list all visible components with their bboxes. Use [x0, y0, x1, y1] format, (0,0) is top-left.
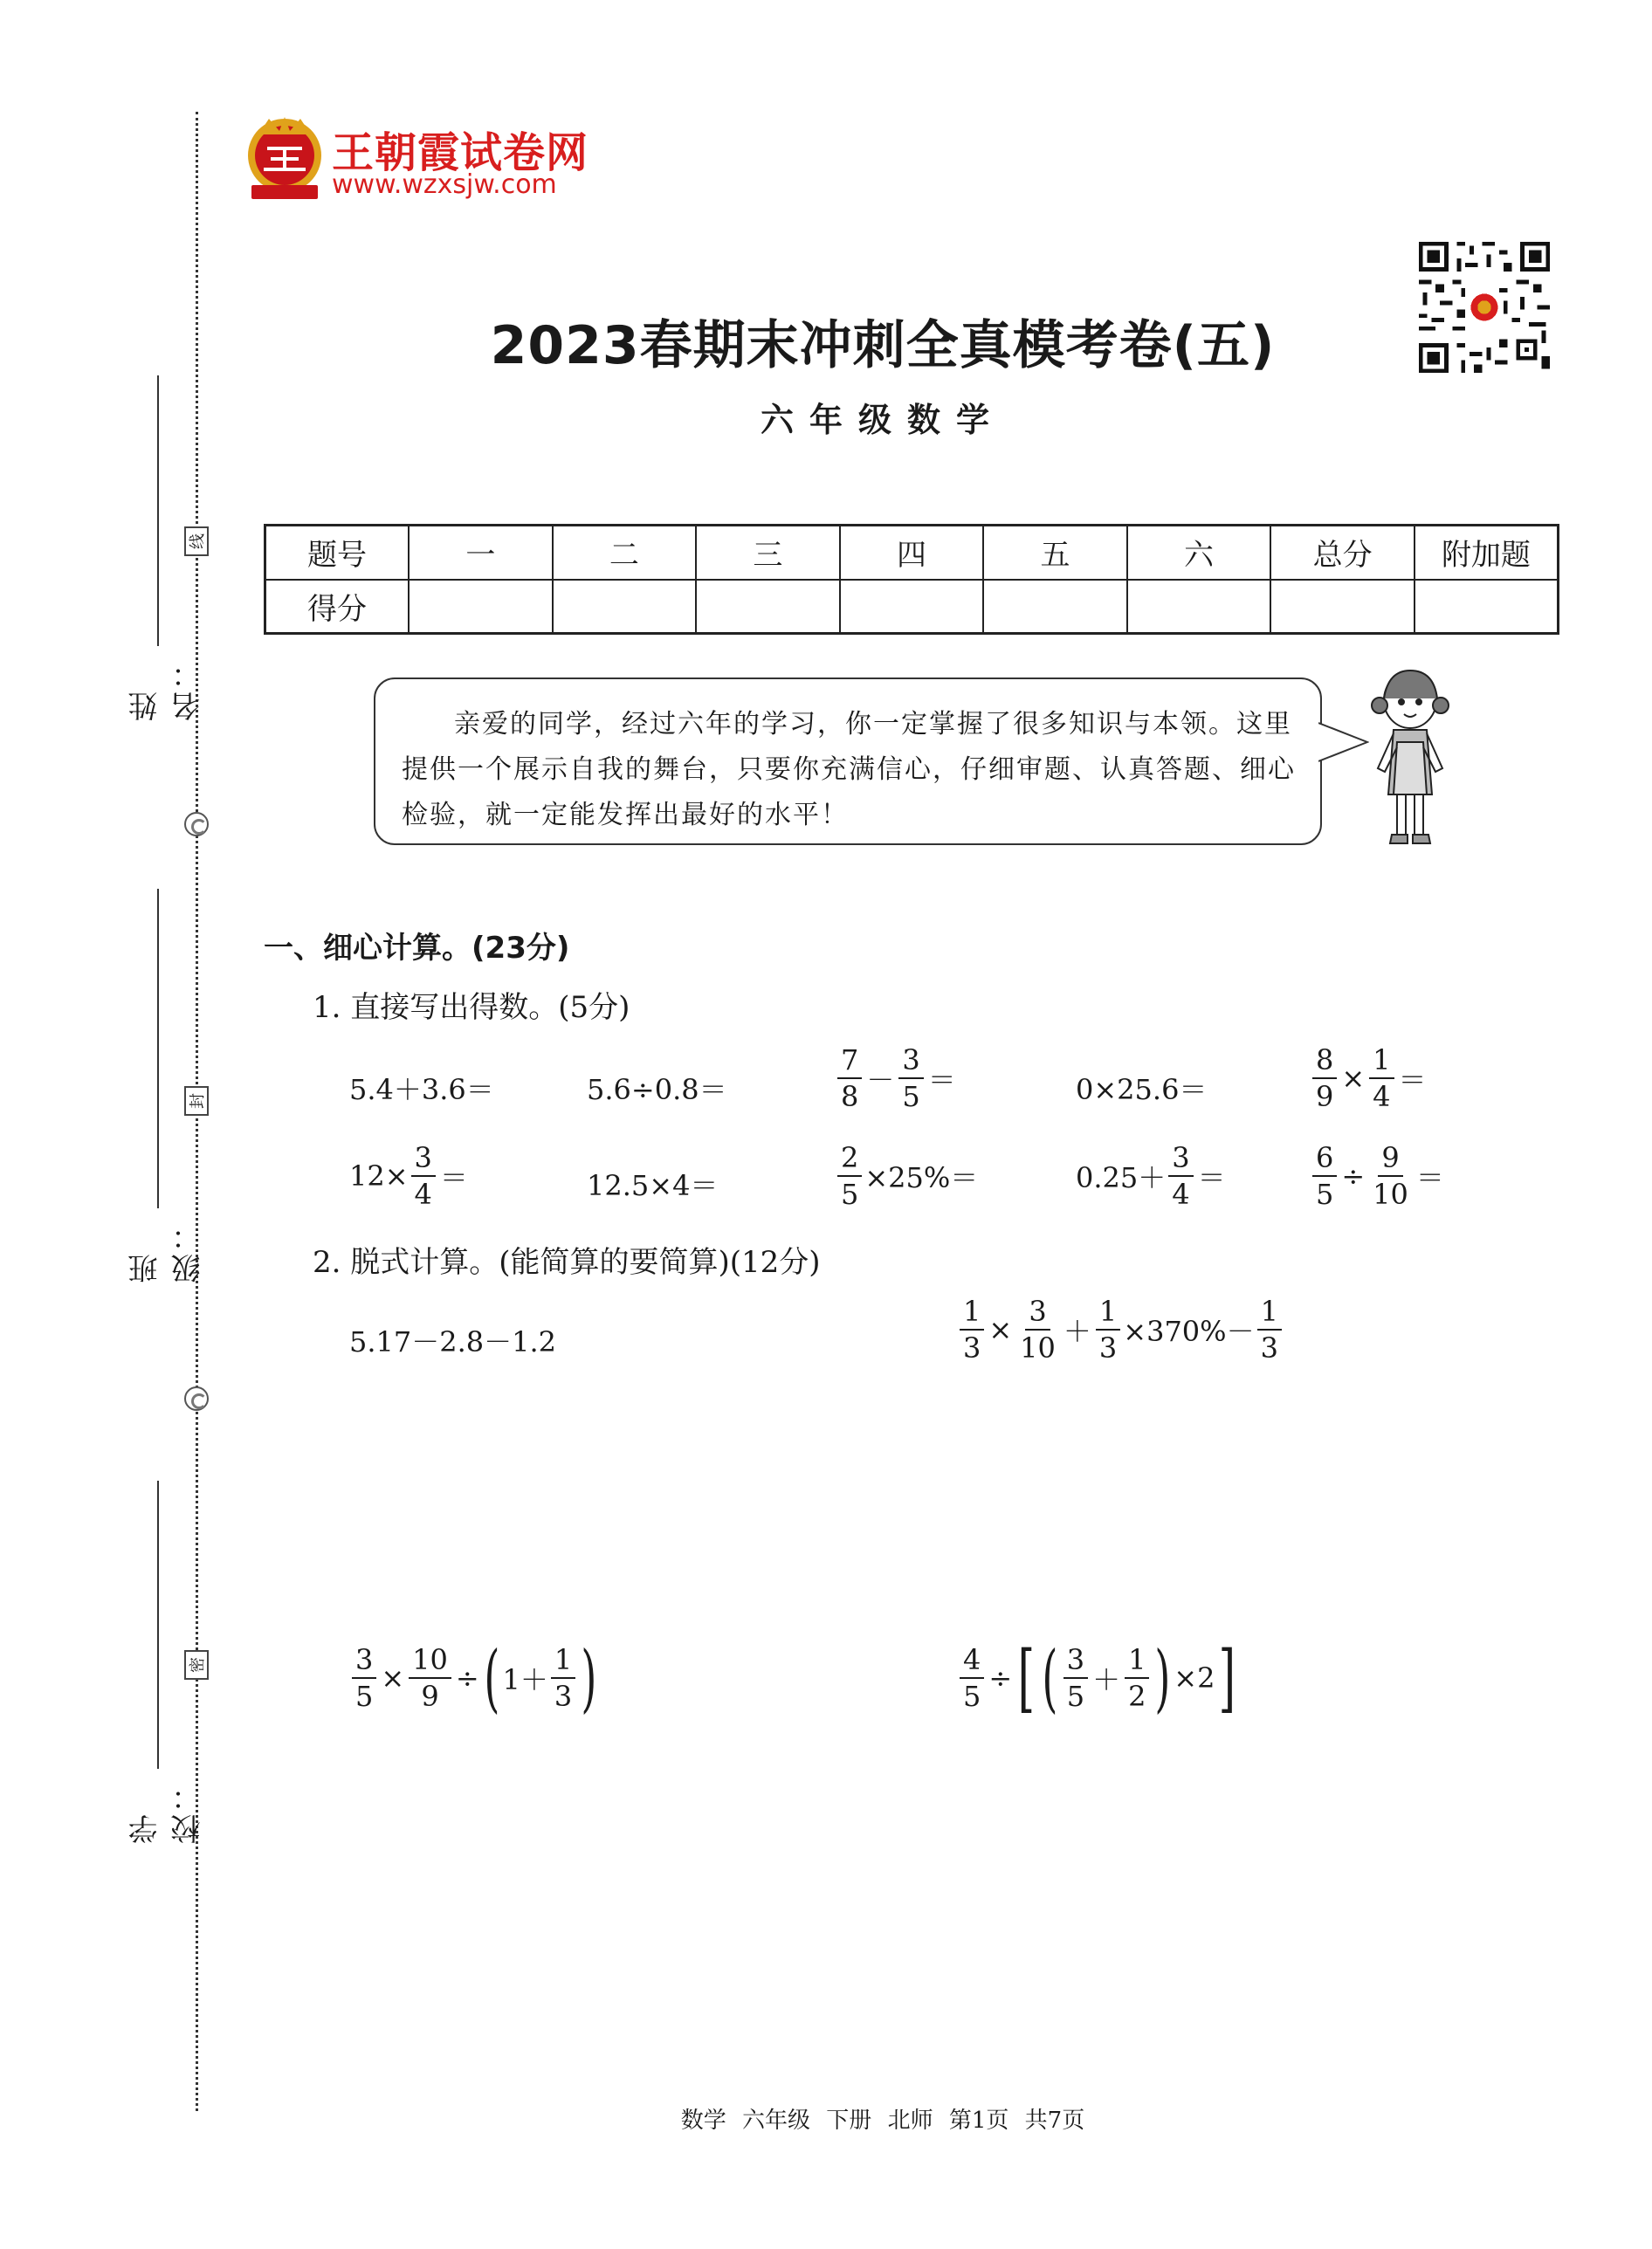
- left-bracket: [: [1017, 1635, 1036, 1721]
- denominator: 5: [963, 1680, 981, 1713]
- score-input-cell[interactable]: [1127, 580, 1271, 634]
- score-input-cell[interactable]: [1270, 580, 1415, 634]
- score-table-score-row: [265, 580, 1559, 634]
- score-header-cell: 三: [696, 526, 840, 580]
- fraction: [1257, 1295, 1282, 1365]
- expr-text: 1＋: [502, 1663, 548, 1696]
- denominator: 10: [1373, 1178, 1408, 1211]
- operator: ×: [988, 1313, 1013, 1346]
- class-label: 班级：: [128, 1217, 206, 1283]
- encouragement-bubble: [374, 677, 1322, 845]
- left-paren: (: [484, 1635, 500, 1721]
- logo-url[interactable]: www.wzxsjw.com: [332, 169, 557, 200]
- fraction: [1016, 1295, 1059, 1365]
- numerator: 1: [551, 1646, 575, 1679]
- denominator: 5: [355, 1680, 374, 1713]
- left-paren: (: [1042, 1635, 1058, 1721]
- right-paren: ): [1154, 1635, 1171, 1721]
- q1-expr-10: [1310, 1141, 1446, 1211]
- numerator: 3: [898, 1046, 923, 1079]
- score-row-label: 得分: [265, 580, 410, 634]
- fraction: [1063, 1643, 1088, 1713]
- expr-text: 12.5×4＝: [587, 1169, 719, 1202]
- fraction: [352, 1643, 376, 1713]
- binding-char-text: 密: [189, 1657, 207, 1673]
- page-title: 2023春期末冲刺全真模考卷(五): [490, 315, 1276, 376]
- fraction: [409, 1643, 451, 1713]
- score-input-cell[interactable]: [840, 580, 984, 634]
- binding-swirl-icon: [184, 812, 209, 836]
- denominator: 5: [1066, 1680, 1085, 1713]
- numerator: 4: [960, 1646, 984, 1679]
- score-header-cell: 二: [553, 526, 697, 580]
- denominator: 4: [1172, 1178, 1190, 1211]
- operator: ＋: [1092, 1663, 1121, 1696]
- q2-title: 2. 脱式计算。(能简算的要简算)(12分): [313, 1245, 821, 1280]
- logo-emblem-icon: [244, 115, 325, 203]
- numerator: 3: [1025, 1297, 1050, 1331]
- site-logo: [244, 115, 646, 211]
- numerator: 1: [960, 1297, 984, 1331]
- q1-expr-3: [835, 1043, 958, 1113]
- expr-text: ×370%－: [1123, 1315, 1255, 1348]
- numerator: 6: [1312, 1144, 1337, 1177]
- binding-swirl-icon: [184, 1386, 209, 1411]
- denominator: 3: [1098, 1331, 1118, 1365]
- denominator: 10: [1020, 1331, 1056, 1365]
- numerator: 1: [1096, 1297, 1120, 1331]
- fraction: [1168, 1141, 1193, 1211]
- fraction: [1369, 1141, 1412, 1211]
- score-input-cell[interactable]: [409, 580, 553, 634]
- equals-sign: ＝: [439, 1161, 468, 1194]
- score-header-cell: 五: [983, 526, 1127, 580]
- q1-expr-2: [587, 1055, 727, 1121]
- q1-expr-4: [1076, 1055, 1207, 1121]
- expr-text: 5.17－2.8－1.2: [349, 1325, 557, 1358]
- numerator: 3: [352, 1646, 376, 1679]
- denominator: 3: [1260, 1331, 1278, 1365]
- binding-char-text: 封: [189, 1093, 207, 1109]
- denominator: 2: [1128, 1680, 1146, 1713]
- equals-sign: ＝: [927, 1063, 956, 1097]
- denominator: 4: [414, 1178, 432, 1211]
- numerator: 7: [837, 1046, 862, 1079]
- denominator: 4: [1373, 1080, 1391, 1113]
- denominator: 9: [1316, 1080, 1334, 1113]
- denominator: 3: [963, 1331, 981, 1365]
- q2-expr-3: [349, 1635, 600, 1721]
- right-paren: ): [581, 1635, 597, 1721]
- numerator: 3: [1063, 1646, 1088, 1679]
- score-header-cell: 题号: [265, 526, 410, 580]
- denominator: 9: [421, 1680, 439, 1713]
- fraction: [1125, 1643, 1149, 1713]
- denominator: 3: [554, 1680, 573, 1713]
- q1-expr-8: [835, 1141, 979, 1211]
- denominator: 5: [902, 1080, 920, 1113]
- expr-text: 0×25.6＝: [1076, 1073, 1208, 1106]
- score-input-cell[interactable]: [1415, 580, 1559, 634]
- score-table: [264, 524, 1559, 635]
- section1-title: 一、细心计算。(23分): [264, 931, 570, 966]
- score-header-cell: 一: [409, 526, 553, 580]
- operator: ÷: [988, 1661, 1013, 1695]
- expr-text: ×25%＝: [864, 1161, 979, 1194]
- score-header-cell: 总分: [1270, 526, 1415, 580]
- expr-text: 5.4＋3.6＝: [349, 1073, 494, 1106]
- q1-title: 1. 直接写出得数。(5分): [313, 990, 630, 1025]
- operator: －: [866, 1063, 895, 1097]
- name-label: 姓名：: [128, 655, 206, 721]
- fraction: [1369, 1043, 1394, 1113]
- numerator: 2: [837, 1144, 862, 1177]
- q1-expr-7: [587, 1151, 718, 1217]
- q2-expr-2: [957, 1295, 1284, 1365]
- score-input-cell[interactable]: [553, 580, 697, 634]
- q2-expr-4: [957, 1635, 1240, 1721]
- fraction: [898, 1043, 923, 1113]
- operator: ×: [381, 1661, 405, 1695]
- fraction: [837, 1141, 862, 1211]
- fraction: [551, 1643, 575, 1713]
- score-header-cell: 六: [1127, 526, 1271, 580]
- q1-expr-5: [1310, 1043, 1428, 1113]
- logo-name: 王朝霞试卷网: [332, 128, 589, 177]
- denominator: 5: [1316, 1178, 1334, 1211]
- score-table-header-row: [265, 526, 1559, 580]
- fraction: [960, 1295, 984, 1365]
- numerator: 10: [409, 1646, 451, 1679]
- binding-char-xian: [184, 526, 209, 556]
- q2-expr-1: [349, 1320, 556, 1360]
- expr-text: ×2: [1174, 1661, 1215, 1695]
- numerator: 1: [1125, 1646, 1149, 1679]
- q1-expr-6: [349, 1141, 470, 1211]
- operator: ÷: [1341, 1159, 1366, 1193]
- school-underline: [157, 1481, 159, 1769]
- fraction: [1096, 1295, 1120, 1365]
- page-footer: 数学 六年级 下册 北师 第1页 共7页: [680, 2108, 1085, 2134]
- numerator: 1: [1369, 1046, 1394, 1079]
- numerator: 8: [1312, 1046, 1337, 1079]
- expr-text: 0.25＋: [1076, 1161, 1167, 1194]
- fraction: [960, 1643, 984, 1713]
- operator: ÷: [455, 1661, 479, 1695]
- fraction: [1312, 1043, 1337, 1113]
- score-header-cell: 附加题: [1415, 526, 1559, 580]
- page-subtitle: 六年级数学: [760, 401, 1005, 439]
- encouragement-text: 亲爱的同学，经过六年的学习，你一定掌握了很多知识与本领。这里提供一个展示自我的舞台，只要你充满信心，仔细审题、认真答题、细心检验，就一定能发挥出最好的水平！: [402, 709, 1296, 830]
- binding-char-text: 线: [189, 533, 207, 549]
- numerator: 3: [411, 1144, 436, 1177]
- numerator: 9: [1378, 1144, 1402, 1177]
- equals-sign: ＝: [1197, 1161, 1226, 1194]
- numerator: 1: [1257, 1297, 1282, 1331]
- girl-illustration-icon: [1362, 664, 1458, 856]
- equals-sign: ＝: [1415, 1161, 1444, 1194]
- score-input-cell[interactable]: [696, 580, 840, 634]
- operator: ×: [1341, 1062, 1366, 1095]
- equals-sign: ＝: [1398, 1063, 1427, 1097]
- fraction: [411, 1141, 436, 1211]
- denominator: 8: [841, 1080, 859, 1113]
- binding-char-mi: [184, 1650, 209, 1680]
- q1-expr-9: [1076, 1141, 1228, 1211]
- fraction: [837, 1043, 862, 1113]
- binding-char-feng: [184, 1086, 209, 1116]
- expr-text: 12×: [349, 1159, 409, 1193]
- class-underline: [157, 889, 159, 1208]
- numerator: 3: [1168, 1144, 1193, 1177]
- expr-text: 5.6÷0.8＝: [587, 1073, 727, 1106]
- denominator: 5: [841, 1178, 859, 1211]
- operator: ＋: [1063, 1315, 1091, 1348]
- score-header-cell: 四: [840, 526, 984, 580]
- fraction: [1312, 1141, 1337, 1211]
- right-bracket: ]: [1218, 1635, 1236, 1721]
- school-label: 学校：: [128, 1778, 206, 1844]
- score-input-cell[interactable]: [983, 580, 1127, 634]
- q1-expr-1: [349, 1055, 494, 1121]
